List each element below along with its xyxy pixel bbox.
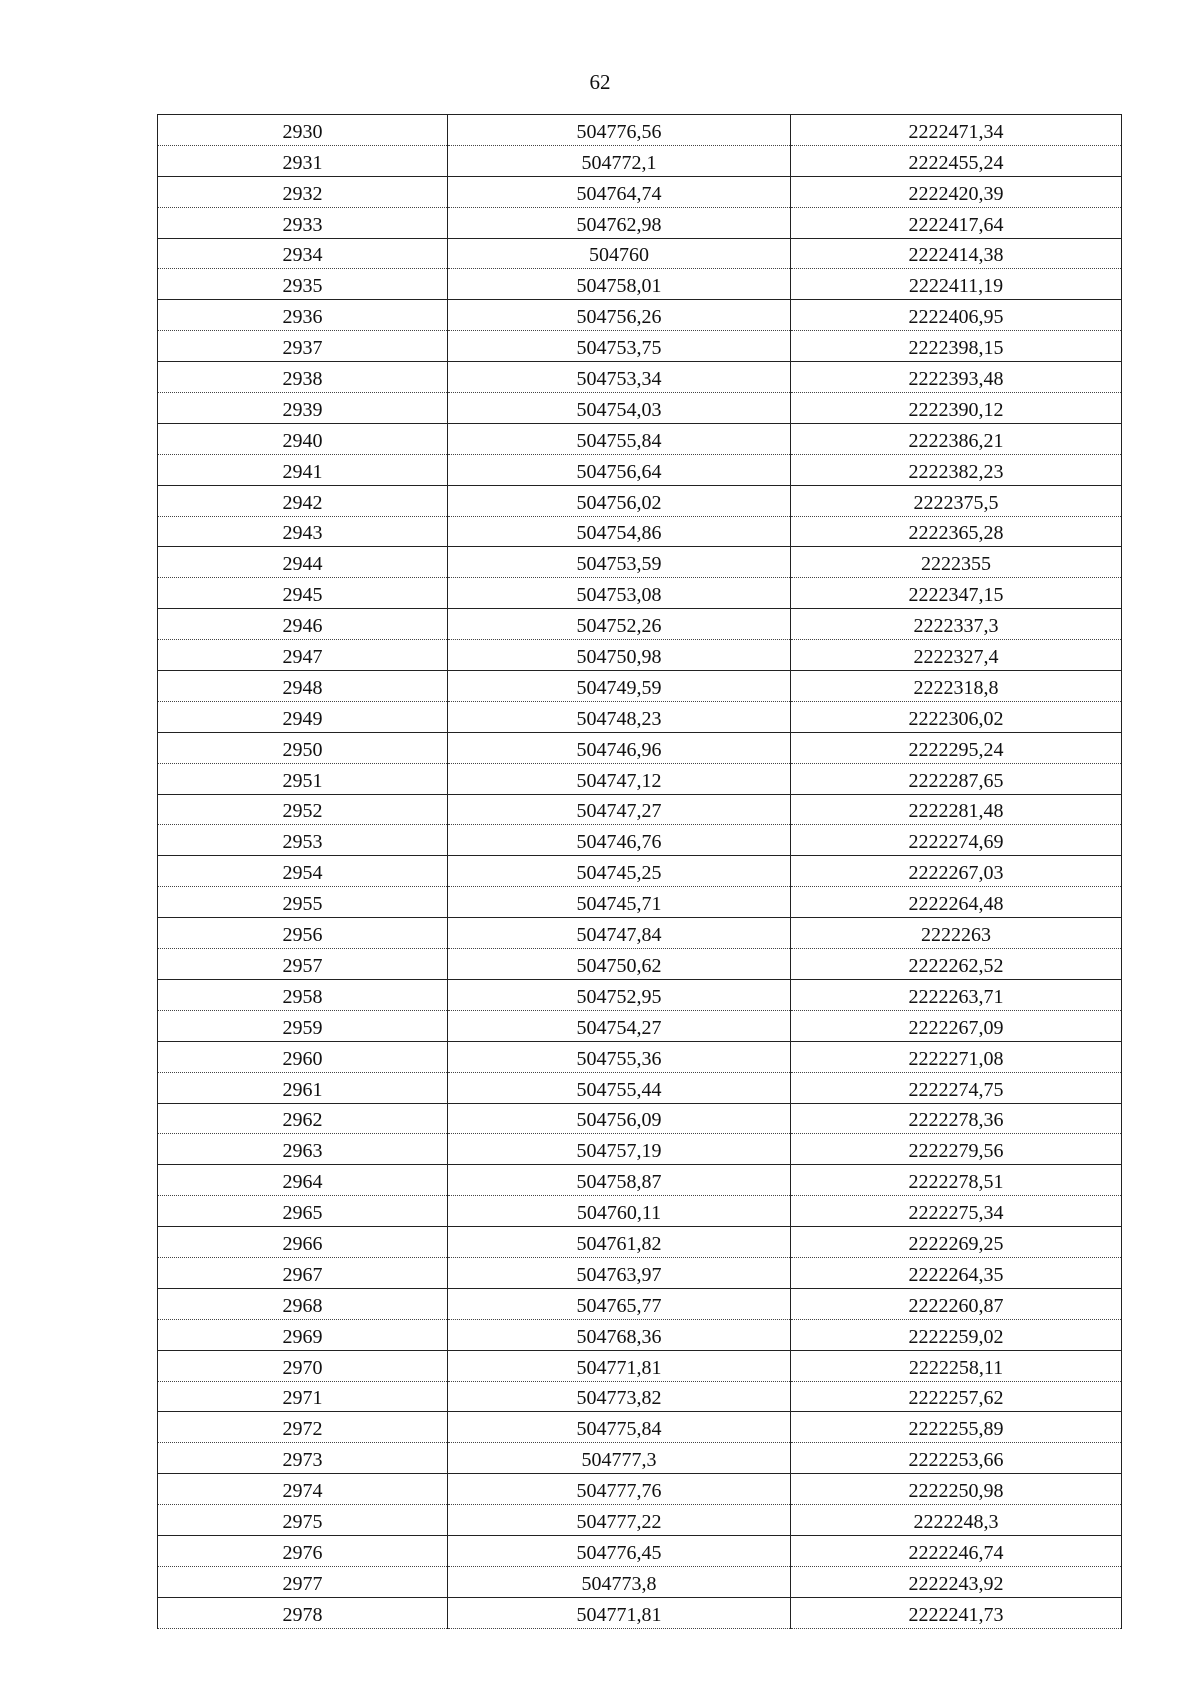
y-coordinate-cell: 2222264,48 — [791, 887, 1122, 918]
table-row — [158, 640, 1122, 671]
page-number: 62 — [589, 70, 611, 94]
table-row — [158, 1165, 1122, 1196]
x-coordinate-cell: 504773,8 — [448, 1566, 791, 1597]
x-coordinate-cell: 504768,36 — [448, 1319, 791, 1350]
point-number-cell: 2959 — [158, 1010, 448, 1041]
point-number-cell: 2930 — [158, 115, 448, 146]
y-coordinate-cell: 2222262,52 — [791, 949, 1122, 980]
table-row — [158, 516, 1122, 547]
y-coordinate-cell: 2222375,5 — [791, 485, 1122, 516]
y-coordinate-cell: 2222278,51 — [791, 1165, 1122, 1196]
point-number-cell: 2957 — [158, 949, 448, 980]
table-row — [158, 1227, 1122, 1258]
x-coordinate-cell: 504764,74 — [448, 176, 791, 207]
y-coordinate-cell: 2222414,38 — [791, 238, 1122, 269]
point-number-cell: 2955 — [158, 887, 448, 918]
x-coordinate-cell: 504756,64 — [448, 454, 791, 485]
table-row — [158, 485, 1122, 516]
table-row — [158, 732, 1122, 763]
point-number-cell: 2962 — [158, 1103, 448, 1134]
x-coordinate-cell: 504762,98 — [448, 207, 791, 238]
table-row — [158, 238, 1122, 269]
point-number-cell: 2942 — [158, 485, 448, 516]
table-row — [158, 1288, 1122, 1319]
x-coordinate-cell: 504747,27 — [448, 794, 791, 825]
x-coordinate-cell: 504753,75 — [448, 331, 791, 362]
table-row — [158, 918, 1122, 949]
table-row — [158, 1505, 1122, 1536]
y-coordinate-cell: 2222417,64 — [791, 207, 1122, 238]
point-number-cell: 2972 — [158, 1412, 448, 1443]
x-coordinate-cell: 504748,23 — [448, 701, 791, 732]
point-number-cell: 2951 — [158, 763, 448, 794]
point-number-cell: 2970 — [158, 1350, 448, 1381]
point-number-cell: 2977 — [158, 1566, 448, 1597]
x-coordinate-cell: 504761,82 — [448, 1227, 791, 1258]
point-number-cell: 2950 — [158, 732, 448, 763]
table-row — [158, 423, 1122, 454]
y-coordinate-cell: 2222411,19 — [791, 269, 1122, 300]
point-number-cell: 2940 — [158, 423, 448, 454]
x-coordinate-cell: 504756,02 — [448, 485, 791, 516]
table-row — [158, 856, 1122, 887]
table-row — [158, 1103, 1122, 1134]
y-coordinate-cell: 2222243,92 — [791, 1566, 1122, 1597]
y-coordinate-cell: 2222365,28 — [791, 516, 1122, 547]
x-coordinate-cell: 504777,76 — [448, 1474, 791, 1505]
table-row — [158, 1381, 1122, 1412]
point-number-cell: 2973 — [158, 1443, 448, 1474]
y-coordinate-cell: 2222281,48 — [791, 794, 1122, 825]
x-coordinate-cell: 504757,19 — [448, 1134, 791, 1165]
table-row — [158, 1535, 1122, 1566]
y-coordinate-cell: 2222455,24 — [791, 145, 1122, 176]
table-row — [158, 300, 1122, 331]
y-coordinate-cell: 2222271,08 — [791, 1041, 1122, 1072]
coordinates-table — [157, 114, 1122, 1629]
y-coordinate-cell: 2222269,25 — [791, 1227, 1122, 1258]
table-row — [158, 362, 1122, 393]
x-coordinate-cell: 504772,1 — [448, 145, 791, 176]
x-coordinate-cell: 504755,36 — [448, 1041, 791, 1072]
x-coordinate-cell: 504756,26 — [448, 300, 791, 331]
x-coordinate-cell: 504752,95 — [448, 979, 791, 1010]
point-number-cell: 2974 — [158, 1474, 448, 1505]
table-row — [158, 1257, 1122, 1288]
point-number-cell: 2933 — [158, 207, 448, 238]
x-coordinate-cell: 504747,84 — [448, 918, 791, 949]
x-coordinate-cell: 504756,09 — [448, 1103, 791, 1134]
point-number-cell: 2967 — [158, 1257, 448, 1288]
x-coordinate-cell: 504753,08 — [448, 578, 791, 609]
x-coordinate-cell: 504753,59 — [448, 547, 791, 578]
y-coordinate-cell: 2222306,02 — [791, 701, 1122, 732]
y-coordinate-cell: 2222267,03 — [791, 856, 1122, 887]
table-row — [158, 1319, 1122, 1350]
y-coordinate-cell: 2222278,36 — [791, 1103, 1122, 1134]
y-coordinate-cell: 2222398,15 — [791, 331, 1122, 362]
y-coordinate-cell: 2222393,48 — [791, 362, 1122, 393]
y-coordinate-cell: 2222241,73 — [791, 1597, 1122, 1628]
table-row — [158, 1010, 1122, 1041]
table-row — [158, 1474, 1122, 1505]
point-number-cell: 2931 — [158, 145, 448, 176]
x-coordinate-cell: 504749,59 — [448, 671, 791, 702]
table-row — [158, 1566, 1122, 1597]
point-number-cell: 2965 — [158, 1196, 448, 1227]
x-coordinate-cell: 504777,22 — [448, 1505, 791, 1536]
table-body — [158, 115, 1122, 1629]
y-coordinate-cell: 2222347,15 — [791, 578, 1122, 609]
x-coordinate-cell: 504755,84 — [448, 423, 791, 454]
x-coordinate-cell: 504775,84 — [448, 1412, 791, 1443]
y-coordinate-cell: 2222295,24 — [791, 732, 1122, 763]
point-number-cell: 2963 — [158, 1134, 448, 1165]
point-number-cell: 2948 — [158, 671, 448, 702]
point-number-cell: 2934 — [158, 238, 448, 269]
y-coordinate-cell: 2222248,3 — [791, 1505, 1122, 1536]
y-coordinate-cell: 2222318,8 — [791, 671, 1122, 702]
y-coordinate-cell: 2222386,21 — [791, 423, 1122, 454]
point-number-cell: 2937 — [158, 331, 448, 362]
x-coordinate-cell: 504753,34 — [448, 362, 791, 393]
table-row — [158, 1412, 1122, 1443]
point-number-cell: 2943 — [158, 516, 448, 547]
table-row — [158, 887, 1122, 918]
table-row — [158, 1134, 1122, 1165]
point-number-cell: 2949 — [158, 701, 448, 732]
y-coordinate-cell: 2222471,34 — [791, 115, 1122, 146]
point-number-cell: 2971 — [158, 1381, 448, 1412]
x-coordinate-cell: 504763,97 — [448, 1257, 791, 1288]
x-coordinate-cell: 504745,71 — [448, 887, 791, 918]
table-row — [158, 207, 1122, 238]
point-number-cell: 2938 — [158, 362, 448, 393]
x-coordinate-cell: 504750,98 — [448, 640, 791, 671]
table-row — [158, 393, 1122, 424]
y-coordinate-cell: 2222264,35 — [791, 1257, 1122, 1288]
point-number-cell: 2975 — [158, 1505, 448, 1536]
y-coordinate-cell: 2222274,75 — [791, 1072, 1122, 1103]
point-number-cell: 2941 — [158, 454, 448, 485]
point-number-cell: 2932 — [158, 176, 448, 207]
point-number-cell: 2976 — [158, 1535, 448, 1566]
point-number-cell: 2953 — [158, 825, 448, 856]
table-row — [158, 454, 1122, 485]
table-row — [158, 331, 1122, 362]
point-number-cell: 2978 — [158, 1597, 448, 1628]
x-coordinate-cell: 504765,77 — [448, 1288, 791, 1319]
y-coordinate-cell: 2222263,71 — [791, 979, 1122, 1010]
point-number-cell: 2947 — [158, 640, 448, 671]
x-coordinate-cell: 504746,76 — [448, 825, 791, 856]
point-number-cell: 2969 — [158, 1319, 448, 1350]
table-row — [158, 763, 1122, 794]
table-row — [158, 1597, 1122, 1628]
y-coordinate-cell: 2222267,09 — [791, 1010, 1122, 1041]
x-coordinate-cell: 504760,11 — [448, 1196, 791, 1227]
y-coordinate-cell: 2222279,56 — [791, 1134, 1122, 1165]
table-row — [158, 115, 1122, 146]
point-number-cell: 2960 — [158, 1041, 448, 1072]
x-coordinate-cell: 504771,81 — [448, 1350, 791, 1381]
y-coordinate-cell: 2222327,4 — [791, 640, 1122, 671]
y-coordinate-cell: 2222287,65 — [791, 763, 1122, 794]
table-row — [158, 145, 1122, 176]
x-coordinate-cell: 504745,25 — [448, 856, 791, 887]
y-coordinate-cell: 2222263 — [791, 918, 1122, 949]
point-number-cell: 2956 — [158, 918, 448, 949]
x-coordinate-cell: 504777,3 — [448, 1443, 791, 1474]
table-row — [158, 1072, 1122, 1103]
y-coordinate-cell: 2222337,3 — [791, 609, 1122, 640]
y-coordinate-cell: 2222250,98 — [791, 1474, 1122, 1505]
table-row — [158, 1041, 1122, 1072]
x-coordinate-cell: 504754,86 — [448, 516, 791, 547]
y-coordinate-cell: 2222257,62 — [791, 1381, 1122, 1412]
x-coordinate-cell: 504750,62 — [448, 949, 791, 980]
y-coordinate-cell: 2222420,39 — [791, 176, 1122, 207]
y-coordinate-cell: 2222406,95 — [791, 300, 1122, 331]
y-coordinate-cell: 2222259,02 — [791, 1319, 1122, 1350]
point-number-cell: 2945 — [158, 578, 448, 609]
y-coordinate-cell: 2222255,89 — [791, 1412, 1122, 1443]
x-coordinate-cell: 504754,03 — [448, 393, 791, 424]
point-number-cell: 2946 — [158, 609, 448, 640]
point-number-cell: 2954 — [158, 856, 448, 887]
x-coordinate-cell: 504758,01 — [448, 269, 791, 300]
table-row — [158, 794, 1122, 825]
point-number-cell: 2958 — [158, 979, 448, 1010]
x-coordinate-cell: 504755,44 — [448, 1072, 791, 1103]
point-number-cell: 2952 — [158, 794, 448, 825]
table-row — [158, 1443, 1122, 1474]
point-number-cell: 2966 — [158, 1227, 448, 1258]
table-row — [158, 547, 1122, 578]
y-coordinate-cell: 2222274,69 — [791, 825, 1122, 856]
y-coordinate-cell: 2222258,11 — [791, 1350, 1122, 1381]
table-row — [158, 269, 1122, 300]
table-row — [158, 825, 1122, 856]
table-row — [158, 949, 1122, 980]
point-number-cell: 2939 — [158, 393, 448, 424]
table-row — [158, 979, 1122, 1010]
y-coordinate-cell: 2222275,34 — [791, 1196, 1122, 1227]
point-number-cell: 2935 — [158, 269, 448, 300]
x-coordinate-cell: 504747,12 — [448, 763, 791, 794]
x-coordinate-cell: 504773,82 — [448, 1381, 791, 1412]
table-row — [158, 701, 1122, 732]
x-coordinate-cell: 504746,96 — [448, 732, 791, 763]
y-coordinate-cell: 2222260,87 — [791, 1288, 1122, 1319]
y-coordinate-cell: 2222355 — [791, 547, 1122, 578]
x-coordinate-cell: 504776,56 — [448, 115, 791, 146]
y-coordinate-cell: 2222253,66 — [791, 1443, 1122, 1474]
x-coordinate-cell: 504754,27 — [448, 1010, 791, 1041]
table-row — [158, 1196, 1122, 1227]
point-number-cell: 2936 — [158, 300, 448, 331]
y-coordinate-cell: 2222382,23 — [791, 454, 1122, 485]
y-coordinate-cell: 2222390,12 — [791, 393, 1122, 424]
point-number-cell: 2968 — [158, 1288, 448, 1319]
x-coordinate-cell: 504758,87 — [448, 1165, 791, 1196]
table-row — [158, 671, 1122, 702]
table-row — [158, 1350, 1122, 1381]
point-number-cell: 2964 — [158, 1165, 448, 1196]
table-row — [158, 176, 1122, 207]
x-coordinate-cell: 504771,81 — [448, 1597, 791, 1628]
x-coordinate-cell: 504776,45 — [448, 1535, 791, 1566]
point-number-cell: 2944 — [158, 547, 448, 578]
y-coordinate-cell: 2222246,74 — [791, 1535, 1122, 1566]
point-number-cell: 2961 — [158, 1072, 448, 1103]
x-coordinate-cell: 504760 — [448, 238, 791, 269]
table-row — [158, 578, 1122, 609]
x-coordinate-cell: 504752,26 — [448, 609, 791, 640]
table-row — [158, 609, 1122, 640]
